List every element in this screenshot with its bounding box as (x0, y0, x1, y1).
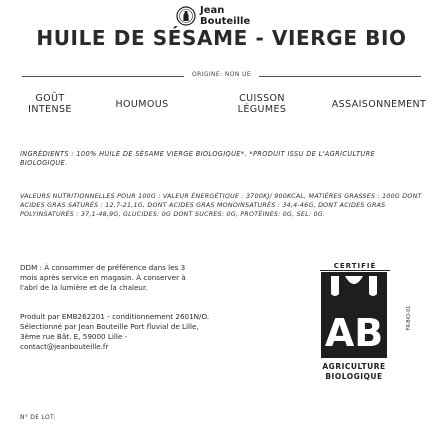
brand-name-line2: Bouteille (200, 16, 251, 27)
attribute-seasoning (323, 99, 435, 110)
ab-logo-caption-line2: BIOLOGIQUE (325, 372, 383, 381)
ingredients-text: INGRÉDIENTS : 100% HUILE DE SÉSAME VIERGE BIOLOGIQUE*. *PRODUIT ISSU DE L'AGRICULTURE BIOLOGIQUE. (20, 150, 376, 167)
best-before-text: DDM : À consommer de préférence dans les 3 mois après service en magasin. À conserver à l'abri de la lumière et de la chaleur. (20, 263, 186, 292)
attribute-line: CUISSON (239, 93, 285, 104)
attribute-line: GOÛT (35, 93, 65, 104)
brand-name-line1: Jean (200, 5, 225, 16)
attribute-line: LÉGUMES (237, 104, 287, 115)
product-title: HUILE DE SÉSAME - VIERGE BIO (36, 26, 407, 50)
agriculture-biologique-logo-icon (321, 272, 387, 358)
attribute-line: HOUMOUS (115, 99, 169, 110)
origin-row (22, 71, 421, 81)
attribute-line: ASSAISONNEMENT (331, 99, 427, 110)
attribute-taste (20, 93, 80, 115)
certification-label: CERTIFIÉ (320, 262, 390, 271)
usage-attributes (0, 90, 443, 120)
certification-code (404, 288, 414, 348)
origin-divider-right (259, 76, 421, 77)
lot-number-label: N° DE LOT: (20, 414, 56, 421)
ab-logo-caption-line1: AGRICULTURE (322, 362, 386, 371)
nutrition-facts-text: VALEURS NUTRITIONNELLES POUR 100G : VALEUR ÉNERGÉTIQUE : 3700KJ/ 900KCAL, MATIÈRES GRASSES : 100G DONT ACIDES GRAS SATURÉS : 12,7-21,1G, DONT ACIDES GRAS MONOINSATURÉS : 34,4-46G, DONT ACIDES GRAS POLYINSATURÉS : 37,1-48,9G, GLUCIDES: 0G DONT SUCRES: 0G, PROTÉINES: 0G, SEL: 0G. (20, 193, 422, 218)
attribute-line: INTENSE (28, 104, 72, 115)
origin-text: ORIGINE: NON UE (191, 71, 252, 78)
attribute-houmous (107, 99, 177, 110)
producer-text: Produit par EMB262201 - conditionnement 2601N/O. Sélectionné par Jean Bouteille Port fluvial de Lille, 3ème rue Bât. E, 59000 Lille - contact@jeanbouteille.fr (20, 312, 210, 351)
bottle-emblem-icon (176, 6, 196, 26)
certification-code-text: FR-BIO-01 (406, 305, 412, 331)
ab-logo-letters: AB (324, 311, 384, 355)
brand-name (200, 5, 250, 27)
attribute-cooking (231, 93, 293, 115)
